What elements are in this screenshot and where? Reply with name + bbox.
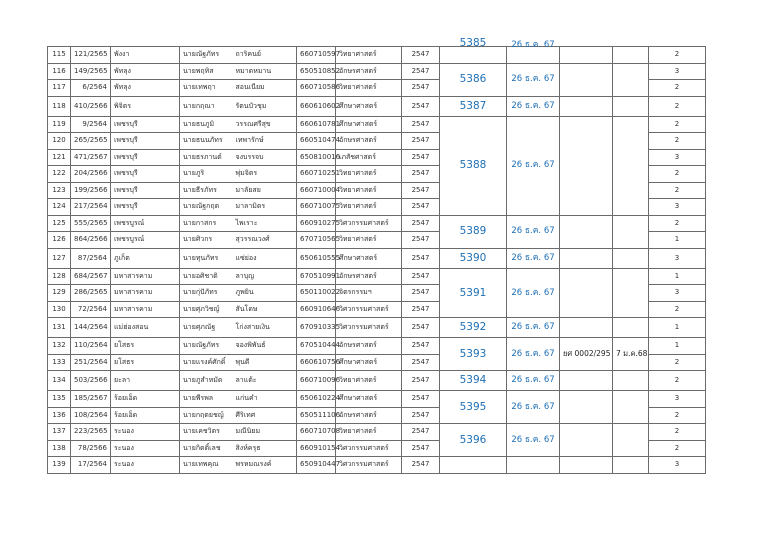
table-row [48,268,706,285]
surname: หมาดหมาน [233,63,297,80]
lot-date [507,457,560,474]
reference-number [560,268,613,318]
year: 2547 [402,457,440,474]
first-name: นายธนภูมิ [180,116,233,133]
first-name: นายเทพฤา [180,80,233,97]
surname: แก่นคำ [233,391,297,408]
row-number: 128 [48,268,71,285]
year: 2547 [402,47,440,64]
student-code: 670510444 [297,338,336,355]
count: 2 [649,424,706,441]
student-code: 650510852 [297,63,336,80]
year: 2547 [402,301,440,318]
reference-date [613,424,649,457]
student-code: 660910154 [297,440,336,457]
province: เพชรบูรณ์ [111,215,180,232]
surname: พุนดี [233,354,297,371]
lot-number: 5388 [440,116,507,215]
province: ยโสธร [111,354,180,371]
student-code: 660610756 [297,354,336,371]
count: 1 [649,318,706,338]
province: พัทลุง [111,63,180,80]
province: ร้อยเอ็ด [111,407,180,424]
year: 2547 [402,133,440,150]
registration-id: 204/2566 [71,166,111,183]
surname: ลาบุญ [233,268,297,285]
first-name: นายกฤณา [180,96,233,116]
lot-number: 5396 [440,424,507,457]
surname: ถาริคนย์ [233,47,297,64]
faculty: อักษรศาสตร์ [336,63,402,80]
count: 2 [649,215,706,232]
surname: ไพเราะ [233,215,297,232]
row-number: 127 [48,248,71,268]
first-name: นายณัฐภัทร [180,338,233,355]
surname: พรหมณรงค์ [233,457,297,474]
student-code: 660710251 [297,166,336,183]
faculty: วิศวกรรมศาสตร์ [336,215,402,232]
faculty: วิศวกรรมศาสตร์ [336,318,402,338]
year: 2547 [402,338,440,355]
count: 1 [649,232,706,249]
surname: แซ่ย่อง [233,248,297,268]
faculty: ศึกษาศาสตร์ [336,248,402,268]
surname: สอนเนียม [233,80,297,97]
first-name: นายศุภณัฐ [180,318,233,338]
count: 3 [649,457,706,474]
reference-number [560,457,613,474]
surname: มาลัยสย [233,182,297,199]
faculty: วิทยาศาสตร์ [336,371,402,391]
lot-date-clip [510,40,556,63]
table-row [48,424,706,441]
first-name: นายพีรพล [180,391,233,408]
student-code: 670510991 [297,268,336,285]
surname: มณีนิยม [233,424,297,441]
count: 2 [649,133,706,150]
count: 3 [649,199,706,216]
registration-id: 144/2564 [71,318,111,338]
reference-number [560,391,613,424]
count: 2 [649,407,706,424]
lot-date: 26 ธ.ค. 67 [507,268,560,318]
registration-id: 503/2566 [71,371,111,391]
reference-date [613,96,649,116]
province: ภูเก็ต [111,248,180,268]
surname: วรรณศรีสุข [233,116,297,133]
province: ระนอง [111,457,180,474]
count: 2 [649,371,706,391]
student-code: 670910335 [297,318,336,338]
count: 2 [649,301,706,318]
table-row [48,248,706,268]
lot-date: 26 ธ.ค. 67 [507,96,560,116]
surname: ภูพยิน [233,285,297,302]
surname: สิงห์ครุธ [233,440,297,457]
year: 2547 [402,391,440,408]
province: แม่ฮ่องสอน [111,318,180,338]
year: 2547 [402,285,440,302]
student-code: 650910447 [297,457,336,474]
row-number: 136 [48,407,71,424]
surname: ศีริเทศ [233,407,297,424]
faculty: วิทยาศาสตร์ [336,232,402,249]
lot-number-clip [443,37,503,63]
registration-id: 199/2566 [71,182,111,199]
student-code: 660710096 [297,371,336,391]
reference-date [613,268,649,318]
table-row [48,215,706,232]
first-name: นายกาสกร [180,215,233,232]
province: ร้อยเอ็ด [111,391,180,408]
row-number: 123 [48,182,71,199]
province: เพชรบุรี [111,133,180,150]
reference-number [560,96,613,116]
row-number: 116 [48,63,71,80]
table-row [48,116,706,133]
province: ระนอง [111,424,180,441]
registration-id: 9/2564 [71,116,111,133]
province: เพชรบุรี [111,149,180,166]
row-number: 117 [48,80,71,97]
reference-number [560,248,613,268]
row-number: 139 [48,457,71,474]
table-row [48,47,706,64]
row-number: 137 [48,424,71,441]
reference-number [560,63,613,96]
surname: โก่งสายเงิน [233,318,297,338]
table-row [48,457,706,474]
reference-number [560,424,613,457]
count: 3 [649,285,706,302]
registration-id: 251/2564 [71,354,111,371]
row-number: 135 [48,391,71,408]
count: 2 [649,47,706,64]
province: มหาสารคาม [111,301,180,318]
count: 3 [649,248,706,268]
reference-number [560,116,613,215]
count: 2 [649,440,706,457]
registration-id: 223/2565 [71,424,111,441]
reference-number: ยศ 0002/295 [560,338,613,371]
lot-date: 26 ธ.ค. 67 [507,424,560,457]
faculty: วิศวกรรมศาสตร์ [336,301,402,318]
year: 2547 [402,182,440,199]
lot-number-text: 5385 [459,37,487,49]
province: พังงา [111,47,180,64]
year: 2547 [402,199,440,216]
reference-number [560,215,613,248]
row-number: 126 [48,232,71,249]
surname: พุ่มจิตร [233,166,297,183]
lot-number: 5390 [440,248,507,268]
registration-id: 265/2565 [71,133,111,150]
province: พัทลุง [111,80,180,97]
year: 2547 [402,80,440,97]
year: 2547 [402,318,440,338]
row-number: 115 [48,47,71,64]
student-code: 650610224 [297,391,336,408]
surname: ลาแต้ะ [233,371,297,391]
registration-id: 108/2564 [71,407,111,424]
count: 2 [649,80,706,97]
lot-date: 26 ธ.ค. 67 [507,391,560,424]
registration-id: 410/2566 [71,96,111,116]
province: ยะลา [111,371,180,391]
student-code: 650511106 [297,407,336,424]
year: 2547 [402,424,440,441]
surname: สันโดษ [233,301,297,318]
student-code: 650610555 [297,248,336,268]
year: 2547 [402,96,440,116]
student-code: 660910646 [297,301,336,318]
province: พิจิตร [111,96,180,116]
first-name: นายเทพคุณ [180,457,233,474]
first-name: นายภูริ [180,166,233,183]
reference-number [560,47,613,64]
lot-number: 5393 [440,338,507,371]
province: เพชรบุรี [111,166,180,183]
faculty: วิทยาศาสตร์ [336,80,402,97]
student-code: 660710597 [297,47,336,64]
year: 2547 [402,354,440,371]
province: มหาสารคาม [111,268,180,285]
year: 2547 [402,268,440,285]
first-name: นายภูสำหมัด [180,371,233,391]
row-number: 134 [48,371,71,391]
first-name: นายณัฐภัทร [180,47,233,64]
reference-date [613,63,649,96]
year: 2547 [402,248,440,268]
year: 2547 [402,232,440,249]
lot-date: 26 ธ.ค. 67 [507,338,560,371]
row-number: 129 [48,285,71,302]
first-name: นายธรภานต์ [180,149,233,166]
lot-number: 5392 [440,318,507,338]
faculty: วิศวกรรมศาสตร์ [336,440,402,457]
faculty: วิทยาศาสตร์ [336,182,402,199]
province: ระนอง [111,440,180,457]
table-row [48,63,706,80]
lot-date: 26 ธ.ค. 67 [507,371,560,391]
row-number: 138 [48,440,71,457]
reference-date [613,215,649,248]
surname: สุวรรณวงศ์ [233,232,297,249]
first-name: นายแรงค์ศักดิ์ [180,354,233,371]
first-name: นายกุ่ปัภัทร [180,285,233,302]
year: 2547 [402,407,440,424]
first-name: นายอศิชาติ [180,268,233,285]
year: 2547 [402,371,440,391]
row-number: 119 [48,116,71,133]
lot-date [507,40,560,64]
student-code: 650110022 [297,285,336,302]
registration-id: 684/2567 [71,268,111,285]
row-number: 120 [48,133,71,150]
registration-id: 286/2565 [71,285,111,302]
year: 2547 [402,215,440,232]
lot-number: 5387 [440,96,507,116]
student-code: 650810016 [297,149,336,166]
reference-date [613,318,649,338]
student-table [47,37,706,474]
lot-number: 5391 [440,268,507,318]
registration-id: 121/2565 [71,47,111,64]
registration-id: 185/2567 [71,391,111,408]
lot-number: 5389 [440,215,507,248]
faculty: อักษรศาสตร์ [336,133,402,150]
province: เพชรบูรณ์ [111,232,180,249]
registration-id: 6/2564 [71,80,111,97]
registration-id: 217/2564 [71,199,111,216]
province: ยโสธร [111,338,180,355]
province: เพชรบุรี [111,182,180,199]
student-code: 670710565 [297,232,336,249]
lot-date: 26 ธ.ค. 67 [507,318,560,338]
year: 2547 [402,116,440,133]
year: 2547 [402,63,440,80]
table-row [48,338,706,355]
first-name: นายณัฐกฤต [180,199,233,216]
lot-date: 26 ธ.ค. 67 [507,215,560,248]
student-code: 660710586 [297,80,336,97]
first-name: นายกิตติ์เลช [180,440,233,457]
student-code: 660710708 [297,424,336,441]
surname: รัตนบัวชุม [233,96,297,116]
lot-date: 26 ธ.ค. 67 [507,63,560,96]
student-code: 660910275 [297,215,336,232]
first-name: นายศิวกร [180,232,233,249]
first-name: นายกฤตยชญ์ [180,407,233,424]
lot-date: 26 ธ.ค. 67 [507,248,560,268]
reference-date [613,248,649,268]
reference-date [613,457,649,474]
faculty: อักษรศาสตร์ [336,338,402,355]
first-name: นายธีรภัทร [180,182,233,199]
province: เพชรบุรี [111,199,180,216]
surname: มาลามิตร [233,199,297,216]
row-number: 131 [48,318,71,338]
row-number: 130 [48,301,71,318]
lot-number: 5395 [440,391,507,424]
faculty: ศึกษาศาสตร์ [336,391,402,408]
faculty: ศึกษาศาสตร์ [336,354,402,371]
reference-date [613,47,649,64]
registration-id: 72/2564 [71,301,111,318]
reference-number [560,318,613,338]
reference-date: 7 ม.ค.68 [613,338,649,371]
year: 2547 [402,149,440,166]
lot-date-text: 26 ธ.ค. 67 [511,40,555,50]
year: 2547 [402,166,440,183]
student-code: 660610602 [297,96,336,116]
province: มหาสารคาม [111,285,180,302]
count: 2 [649,96,706,116]
reference-date [613,391,649,424]
row-number: 124 [48,199,71,216]
registration-id: 87/2564 [71,248,111,268]
student-code: 660510474 [297,133,336,150]
faculty: เภสัชศาสตร์ [336,149,402,166]
table-row [48,96,706,116]
count: 1 [649,338,706,355]
count: 1 [649,268,706,285]
first-name: นายทุนภัทร [180,248,233,268]
faculty: ศึกษาศาสตร์ [336,116,402,133]
lot-number: 5394 [440,371,507,391]
lot-number [440,457,507,474]
reference-number [560,371,613,391]
table-row [48,391,706,408]
count: 3 [649,63,706,80]
registration-id: 471/2567 [71,149,111,166]
faculty: วิทยาศาสตร์ [336,199,402,216]
year: 2547 [402,440,440,457]
first-name: นายเคชวิตร [180,424,233,441]
lot-number: 5386 [440,63,507,96]
faculty: วิทยาศาสตร์ [336,424,402,441]
count: 2 [649,182,706,199]
registration-id: 555/2565 [71,215,111,232]
count: 2 [649,116,706,133]
reference-date [613,116,649,215]
faculty: วิทยาศาสตร์ [336,47,402,64]
surname: จงบรรจบ [233,149,297,166]
count: 2 [649,166,706,183]
faculty: วิทยาศาสตร์ [336,166,402,183]
student-code: 660710004 [297,182,336,199]
row-number: 122 [48,166,71,183]
lot-date: 26 ธ.ค. 67 [507,116,560,215]
first-name: นายพฤทิส [180,63,233,80]
faculty: ศึกษาศาสตร์ [336,96,402,116]
row-number: 118 [48,96,71,116]
faculty: อักษรศาสตร์ [336,268,402,285]
first-name: นายธนนภัทร [180,133,233,150]
registration-id: 78/2566 [71,440,111,457]
faculty: อักษรศาสตร์ [336,407,402,424]
count: 3 [649,391,706,408]
row-number: 121 [48,149,71,166]
row-number: 133 [48,354,71,371]
faculty: จิตรกรรมฯ [336,285,402,302]
count: 3 [649,149,706,166]
table-row [48,371,706,391]
province: เพชรบุรี [111,116,180,133]
table-row [48,318,706,338]
first-name: นายศุภวิชญ์ [180,301,233,318]
student-code: 660710075 [297,199,336,216]
reference-date [613,371,649,391]
registration-id: 17/2564 [71,457,111,474]
registration-id: 110/2564 [71,338,111,355]
count: 2 [649,354,706,371]
student-code: 660610781 [297,116,336,133]
surname: จองพิพันธ์ [233,338,297,355]
registration-id: 149/2565 [71,63,111,80]
lot-number [440,37,507,64]
row-number: 125 [48,215,71,232]
surname: เทพารักษ์ [233,133,297,150]
registration-id: 864/2566 [71,232,111,249]
row-number: 132 [48,338,71,355]
faculty: วิศวกรรมศาสตร์ [336,457,402,474]
